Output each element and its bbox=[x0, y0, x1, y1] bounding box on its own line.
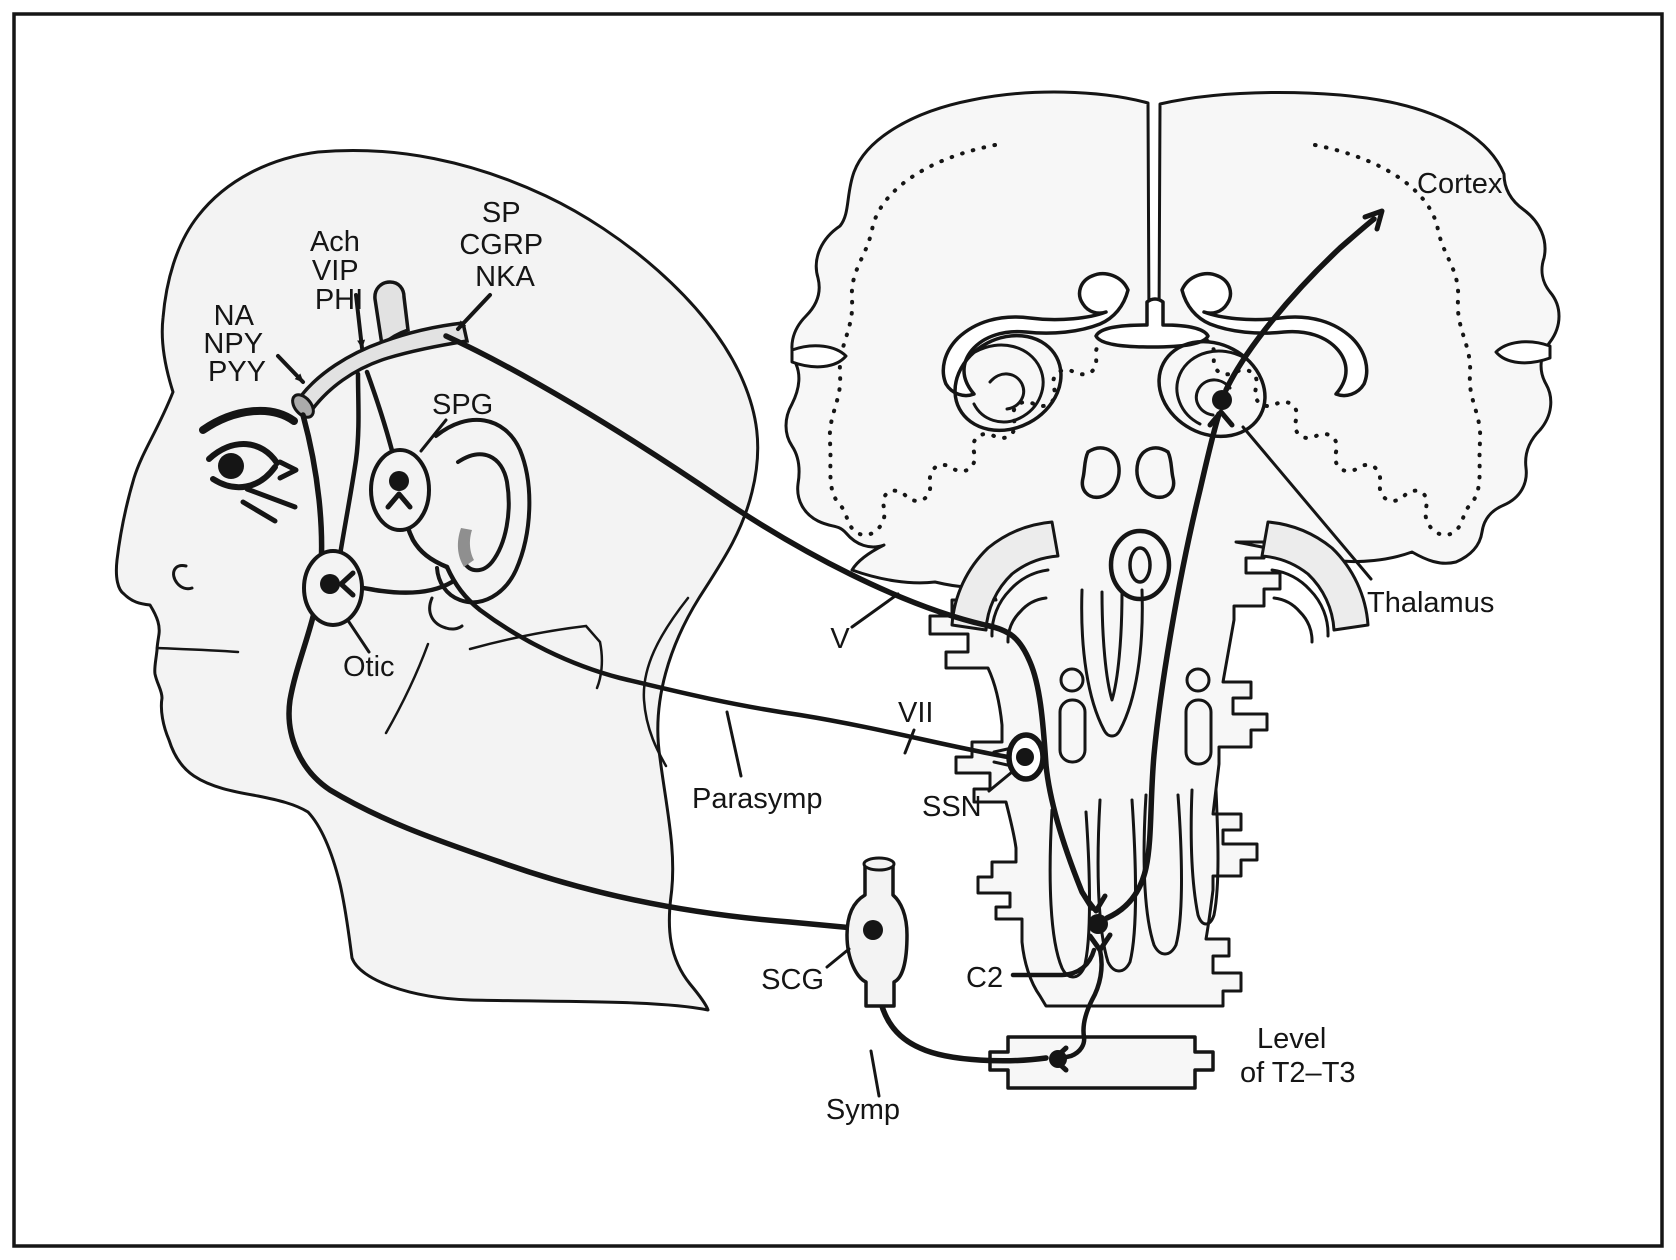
parasymp-label: Parasymp bbox=[692, 783, 823, 815]
scg-neuron-dot bbox=[863, 920, 883, 940]
nucleus-bean-right bbox=[1137, 448, 1174, 497]
t2t3-label-line1: Level bbox=[1257, 1023, 1327, 1055]
otic-neuron-dot bbox=[320, 574, 340, 594]
c2-label: C2 bbox=[966, 962, 1004, 994]
cgrp-label: CGRP bbox=[459, 229, 543, 261]
symp-label: Symp bbox=[825, 1094, 901, 1126]
ssn-label: SSN bbox=[922, 791, 982, 823]
cortex-label: Cortex bbox=[1417, 168, 1503, 200]
parasympathetic-transmitters-label bbox=[310, 226, 368, 316]
t2t3-label-line2: of T2–T3 bbox=[1240, 1057, 1356, 1089]
phi-label: PHI bbox=[314, 284, 364, 316]
npy-label: NPY bbox=[203, 328, 263, 360]
thalamus-label: Thalamus bbox=[1367, 587, 1495, 619]
t2t3-neuron-dot bbox=[1049, 1050, 1067, 1068]
nka-label: NKA bbox=[475, 261, 535, 293]
ach-label: Ach bbox=[309, 226, 360, 258]
spg-neuron-dot bbox=[389, 471, 409, 491]
c2-neuron-dot bbox=[1088, 914, 1108, 934]
na-label: NA bbox=[213, 300, 253, 332]
pupil bbox=[218, 453, 244, 479]
pyy-label: PYY bbox=[207, 356, 267, 388]
vip-label: VIP bbox=[311, 255, 359, 287]
ssn-neuron-dot bbox=[1016, 748, 1034, 766]
scg-cut-top bbox=[864, 858, 894, 870]
spg-label: SPG bbox=[432, 389, 494, 421]
lateral-sulcus-left bbox=[792, 346, 846, 367]
lateral-sulcus-right bbox=[1496, 342, 1550, 363]
nucleus-bean-left bbox=[1082, 448, 1119, 497]
trigeminal-label: V bbox=[830, 623, 850, 655]
sp-label: SP bbox=[481, 197, 521, 229]
otic-label: Otic bbox=[343, 651, 395, 683]
facial-label: VII bbox=[898, 697, 934, 729]
thalamus-neuron-dot bbox=[1212, 390, 1232, 410]
scg-label: SCG bbox=[761, 964, 824, 996]
